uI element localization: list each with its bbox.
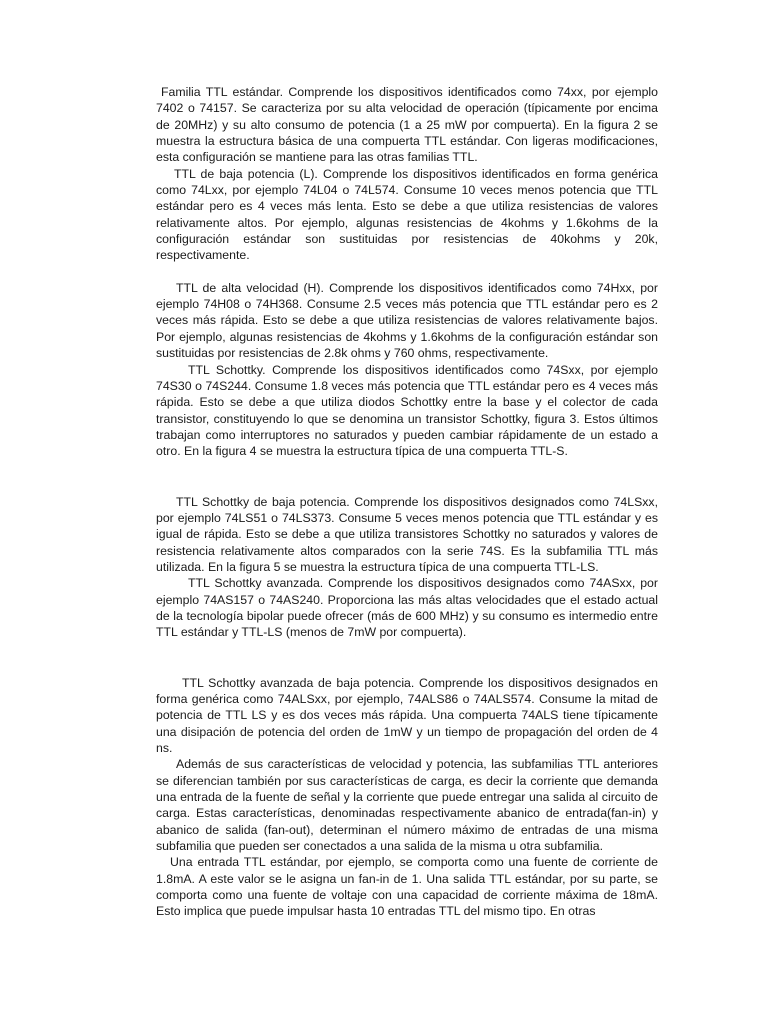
paragraph-ttl-high-speed: TTL de alta velocidad (H). Comprende los dispositivos identificados como 74Hxx, por ejemplo 74H08 o 74H368. Consume 2.5 veces más potencia que TTL estándar pero es 2 veces más rápida. Esto se debe a que utiliza resistencias de valores relativamente bajos. Por ejemplo, algunas resistencias de 4kohms y 1.6kohms de la configuración estándar son sustituidas por resistencias de 2.8k ohms y 760 ohms, respectivamente.: [156, 280, 658, 361]
paragraph-ttl-low-power-schottky: TTL Schottky de baja potencia. Comprende los dispositivos designados como 74LSxx, por ejemplo 74LS51 o 74LS373. Consume 5 veces menos potencia que TTL estándar y es igual de rápida. Esto se debe a que utiliza transistores Schottky no saturados y valores de resistencia relativamente altos comparados con la serie 74S. Es la subfamilia TTL más utilizada. En la figura 5 se muestra la estructura típica de una compuerta TTL-LS.: [156, 494, 658, 574]
document-body: [156, 84, 658, 920]
paragraph-ttl-standard: Familia TTL estándar. Comprende los dispositivos identificados como 74xx, por ejemplo 7402 o 74157. Se caracteriza por su alta velocidad de operación (típicamente por encima de 20MHz) y su alto consumo de potencia (1 a 25 mW por compuerta). En la figura 2 se muestra la estructura básica de una compuerta TTL estándar. Con ligeras modificaciones, esta configuración se mantiene para las otras familias TTL.: [156, 85, 658, 165]
paragraph-load-characteristics: Además de sus características de velocidad y potencia, las subfamilias TTL anteriores se diferencian también por sus características de carga, es decir la corriente que demanda una entrada de la fuente de señal y la corriente que puede entregar una salida al circuito de carga. Estas características, denominadas respectivamente abanico de entrada(fan-in) y abanico de salida (fan-out), determinan el número máximo de entradas de una misma subfamilia que pueden ser conectados a una salida de la misma u otra subfamilia.: [156, 757, 658, 854]
paragraph-ttl-schottky: TTL Schottky. Comprende los dispositivos identificados como 74Sxx, por ejemplo 74S30 o 74S244. Consume 1.8 veces más potencia que TTL estándar pero es 4 veces más rápida. Esto se debe a que utiliza diodos Schottky entre la base y el colector de cada transistor, constituyendo lo que se denomina un transistor Schottky, figura 3. Estos últimos trabajan como interruptores no saturados y pueden cambiar rápidamente de un estado a otro. En la figura 4 se muestra la estructura típica de una compuerta TTL-S.: [156, 362, 658, 459]
paragraph-fan-in-fan-out: Una entrada TTL estándar, por ejemplo, se comporta como una fuente de corriente de 1.8mA. A este valor se le asigna un fan-in de 1. Una salida TTL estándar, por su parte, se comporta como una fuente de voltaje con una capacidad de corriente máxima de 18mA. Esto implica que puede impulsar hasta 10 entradas TTL del mismo tipo. En otras: [156, 855, 658, 919]
paragraph-ttl-low-power: TTL de baja potencia (L). Comprende los dispositivos identificados en forma genérica como 74Lxx, por ejemplo 74L04 o 74L574. Consume 10 veces menos potencia que TTL estándar pero es 4 veces más lenta. Esto se debe a que utiliza resistencias de valores relativamente altos. Por ejemplo, algunas resistencias de 4kohms y 1.6kohms de la configuración estándar son sustituidas por resistencias de 40kohms y 20k, respectivamente.: [156, 166, 658, 263]
paragraph-ttl-advanced-low-power-schottky: TTL Schottky avanzada de baja potencia. Comprende los dispositivos designados en forma genérica como 74ALSxx, por ejemplo, 74ALS86 o 74ALS574. Consume la mitad de potencia de TTL LS y es dos veces más rápida. Una compuerta 74ALS tiene típicamente una disipación de potencia del orden de 1mW y un tiempo de propagación del orden de 4 ns.: [156, 675, 658, 756]
paragraph-ttl-advanced-schottky: TTL Schottky avanzada. Comprende los dispositivos designados como 74ASxx, por ejemplo 74AS157 o 74AS240. Proporciona las más altas velocidades que el estado actual de la tecnología bipolar puede ofrecer (más de 600 MHz) y su consumo es intermedio entre TTL estándar y TTL-LS (menos de 7mW por compuerta).: [156, 576, 658, 640]
